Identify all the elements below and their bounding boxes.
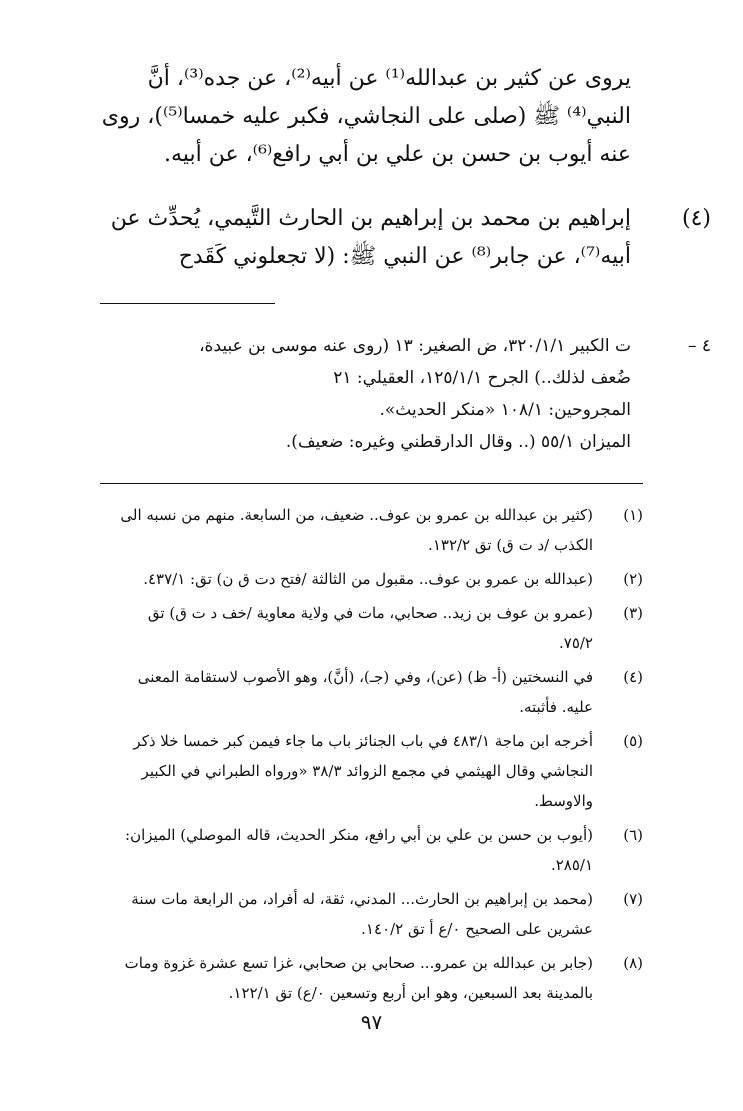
note-line: المجروحين: ١٠٨/١ «منكر الحديث». — [379, 400, 631, 420]
main-line: يروى عن كثير بن عبدالله⁽¹⁾ عن أبيه⁽²⁾، عن جده⁽³⁾، أنَّ — [147, 66, 631, 91]
divider — [100, 303, 275, 304]
footnote-line: (عبدالله بن عمرو بن عوف.. مقبول من الثالثة /فتح دت ق ن) تق: ٤٣٧/١. — [143, 570, 593, 588]
footnote-number: (١) — [623, 506, 643, 524]
footnote-line: (جابر بن عبدالله بن عمرو... صحابي بن صحابي، غزا تسع عشرة غزوة ومات — [124, 954, 593, 972]
entry-line: أبيه⁽⁷⁾، عن جابر⁽⁸⁾ عن النبي ﷺ: (لا تجعلوني كَقَدح — [178, 244, 631, 269]
footnote-line: أخرجه ابن ماجة ٤٨٣/١ في باب الجنائز باب ما جاء فيمن كبر خمسا خلا ذكر — [133, 732, 593, 750]
footnote-line: ٧٥/٢. — [558, 634, 593, 652]
footnote-line: في النسختين (أ- ظ) (عن)، وفي (جـ)، (أنَّ)، وهو الأصوب لاستقامة المعنى — [137, 668, 593, 686]
footnote-line: النجاشي وقال الهيثمي في مجمع الزوائد ٣٨/٣ «ورواه الطبراني في الكبير — [141, 762, 593, 780]
footnote-line: الكذب /د ت ق) تق ١٣٢/٢. — [428, 536, 593, 554]
footnote-line: (عمرو بن عوف بن زيد.. صحابي، مات في ولاية معاوية /خف د ت ق) تق — [147, 604, 593, 622]
note-number: ٤ – — [687, 336, 711, 356]
note-line: الميزان ٥٥/١ (.. وقال الدارقطني وغيره: ضعيف). — [285, 432, 631, 452]
footnote-number: (٨) — [623, 954, 643, 972]
footnote-number: (٣) — [623, 604, 643, 622]
footnote-line: (أيوب بن حسن بن علي بن أبي رافع، منكر الحديث، قاله الموصلي) الميزان: — [125, 826, 593, 844]
footnote — [60, 884, 643, 944]
entry-4 — [100, 200, 711, 276]
main-paragraph — [100, 60, 631, 174]
footnote — [60, 564, 643, 594]
footnote-divider — [100, 483, 643, 484]
main-line: النبي⁽⁴⁾ ﷺ (صلى على النجاشي، فكبر عليه خمسا⁽⁵⁾)، روى — [101, 104, 631, 129]
footnote-line: بالمدينة بعد السبعين، وهو ابن أربع وتسعين ٠/ع) تق ١٢٢/١. — [228, 984, 593, 1002]
footnote-line: (محمد بن إبراهيم بن الحارث... المدني، ثقة، له أفراد، من الرابعة مات سنة — [131, 890, 593, 908]
footnote-line: ٢٨٥/١. — [550, 856, 593, 874]
footnote-line: عشرين على الصحيح ٠/ع أ تق ١٤٠/٢. — [361, 920, 593, 938]
note-line: ضُعف لذلك..) الجرح ١٢٥/١/١، العقيلي: ٢١ — [333, 368, 631, 388]
footnote-line: والاوسط. — [534, 792, 593, 810]
footnote — [60, 726, 643, 816]
entry-number: (٤) — [681, 206, 711, 231]
footnote-line: (كثير بن عبدالله بن عمرو بن عوف.. ضعيف، من السابعة. منهم من نسبه الى — [120, 506, 593, 524]
entry-line: إبراهيم بن محمد بن إبراهيم بن الحارث التَّيمي، يُحدِّث عن — [110, 206, 631, 231]
footnote — [60, 948, 643, 1008]
main-line: عنه أيوب بن حسن بن علي بن أبي رافع⁽⁶⁾، عن أبيه. — [164, 142, 631, 167]
footnote — [60, 500, 643, 560]
footnote-number: (٥) — [623, 732, 643, 750]
entry-note-4 — [60, 330, 711, 458]
footnote-number: (٦) — [623, 826, 643, 844]
page-number: ٩٧ — [360, 1010, 383, 1034]
footnote — [60, 820, 643, 880]
footnote-number: (٢) — [623, 570, 643, 588]
footnotes — [60, 500, 643, 1012]
footnote — [60, 598, 643, 658]
footnote-line: عليه. فأثبته. — [519, 698, 593, 716]
footnote — [60, 662, 643, 722]
note-line: ت الكبير ٣٢٠/١/١، ض الصغير: ١٣ (روى عنه موسى بن عبيدة، — [199, 336, 631, 356]
footnote-number: (٧) — [623, 890, 643, 908]
footnote-number: (٤) — [623, 668, 643, 686]
